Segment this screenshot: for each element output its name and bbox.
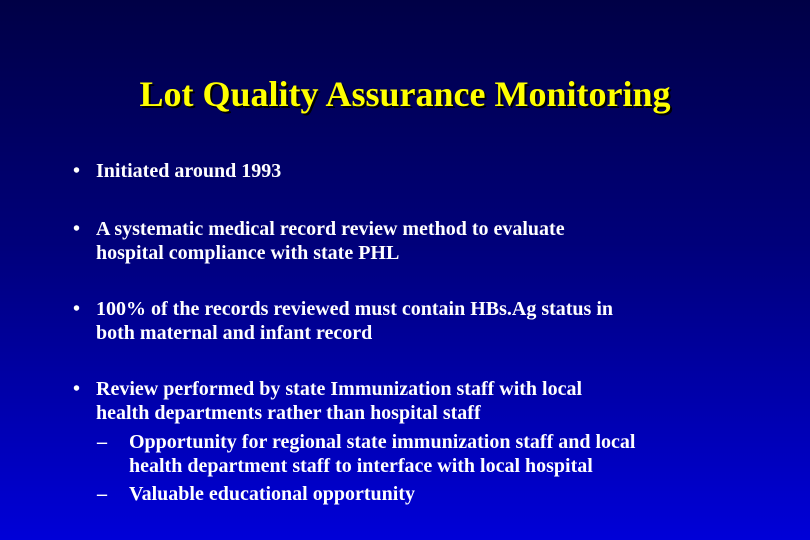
bullet-line: hospital compliance with state PHL [96,242,400,264]
sub-bullet-text [129,430,789,478]
sub-bullet-text [129,482,789,506]
bullet-line: both maternal and infant record [96,322,373,344]
bullet-text [96,297,776,345]
bullet-line: health departments rather than hospital staff [96,402,481,424]
sub-bullet-line: Valuable educational opportunity [129,483,415,505]
sub-bullet-line: health department staff to interface with local hospital [129,455,593,477]
bullet-marker: • [73,378,81,400]
slide-title: Lot Quality Assurance Monitoring [139,74,671,114]
bullet-line: Initiated around 1993 [96,160,282,182]
bullet-marker: • [73,298,81,320]
bullet-text [96,159,776,183]
bullet-text [96,377,776,425]
bullet-line: 100% of the records reviewed must contain HBs.Ag status in [96,298,614,320]
sub-bullet-line: Opportunity for regional state immunization staff and local [129,431,636,453]
sub-bullet-marker: – [97,431,107,453]
bullet-line: Review performed by state Immunization staff with local [96,378,583,400]
bullet-marker: • [73,218,81,240]
sub-bullet-marker: – [97,483,107,505]
bullet-text [96,217,776,265]
bullet-line: A systematic medical record review method to evaluate [96,218,565,240]
bullet-marker: • [73,160,81,182]
